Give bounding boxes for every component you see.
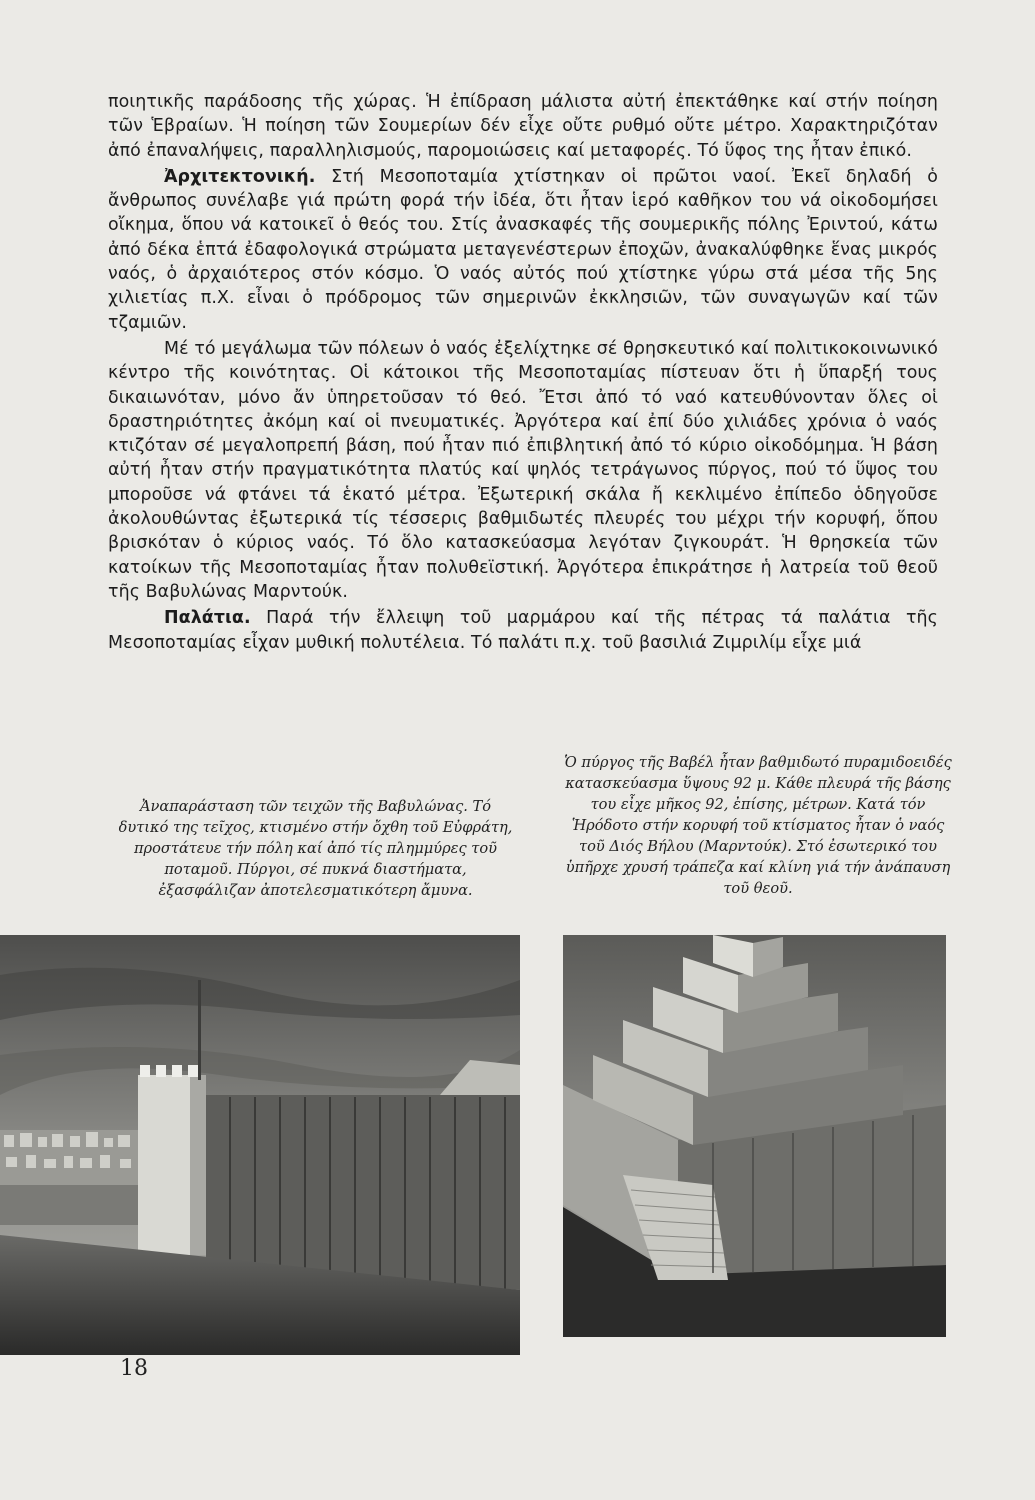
architecture-heading: Ἀρχιτεκτονική.: [164, 166, 316, 187]
page-number: 18: [120, 1356, 148, 1381]
architecture-text: Στή Μεσοποταμία χτίστηκαν οἱ πρῶτοι ναοί. Ἐκεῖ δηλαδή ὁ ἄνθρωπος συνέλαβε γιά πρώτη φορά τήν ἰδέα, ὅτι ἦταν ἱερό καθῆκον του νά οἰκοδομήσει οἴκημα, ὅπου νά κατοικεῖ ὁ θεός του. Στίς ἀνασκαφές τῆς σουμερικῆς πόλης Ἐριντού, κάτω ἀπό δέκα ἑπτά ἐδαφολογικά στρώματα μεταγενέστερων ἐποχῶν, ἀνακαλύφθηκε ἕνας μικρός ναός, ὁ ἀρχαιότερος στόν κόσμο. Ὁ ναός αὐτός πού χτίστηκε γύρω στά μέσα τῆς 5ης χιλιετίας π.Χ. εἶναι ὁ πρόδρομος τῶν σημερινῶν ἐκκλησιῶν, τῶν συναγωγῶν καί τῶν τζαμιῶν.: [108, 166, 938, 333]
tower-of-babel-photo: [563, 935, 946, 1337]
architecture-paragraph: [108, 165, 938, 335]
intro-paragraph: ποιητικῆς παράδοσης τῆς χώρας. Ἡ ἐπίδραση μάλιστα αὐτή ἐπεκτάθηκε καί στήν ποίηση τῶν Ἑβραίων. Ἡ ποίηση τῶν Σουμερίων δέν εἶχε οὔτε ρυθμό οὔτε μέτρο. Χαρακτηριζόταν ἀπό ἐπαναλήψεις, παραλληλισμούς, παρομοιώσεις καί μεταφορές. Τό ὕφος της ἦταν ἐπικό.: [108, 92, 938, 161]
babylon-walls-photo: [0, 935, 520, 1355]
tower-of-babel-illustration: [563, 935, 946, 1337]
main-text: [108, 90, 938, 655]
caption-tower-of-babel: Ὁ πύργος τῆς Βαβέλ ἦταν βαθμιδωτό πυραμιδοειδές κατασκεύασμα ὕψους 92 μ. Κάθε πλευρά τῆς βάσης του εἶχε μῆκος 92, ἐπίσης, μέτρων. Κατά τόν Ἡρόδοτο στήν κορυφή τοῦ κτίσματος ἦταν ὁ ναός τοῦ Διός Βήλου (Μαρντούκ). Στό ἐσωτερικό του ὑπῆρχε χρυσή τράπεζα καί κλίνη γιά τήν ἀνάπαυση τοῦ θεοῦ.: [564, 754, 952, 897]
temple-paragraph: Μέ τό μεγάλωμα τῶν πόλεων ὁ ναός ἐξελίχτηκε σέ θρησκευτικό καί πολιτικοκοινωνικό κέντρο τῆς κοινότητας. Οἱ κάτοικοι τῆς Μεσοποταμίας πίστευαν ὅτι ἡ ὕπαρξή τους δικαιωνόταν, μόνο ἄν ὑπηρετοῦσαν τό θεό. Ἔτσι ἀπό τό ναό κατευθύνονταν ὅλες οἱ δραστηριότητες ἀκόμη καί οἱ πνευματικές. Ἀργότερα καί ἐπί δύο χιλιάδες χρόνια ὁ ναός κτιζόταν σέ μεγαλοπρεπή βάση, πού ἦταν πιό ἐπιβλητική ἀπό τό κύριο οἰκοδόμημα. Ἡ βάση αὐτή ἦταν στήν πραγματικότητα πλατύς καί ψηλός τετράγωνος πύργος, πού τό ὕψος του μποροῦσε νά φτάνει τά ἑκατό μέτρα. Ἐξωτερική σκάλα ἤ κεκλιμένο ἐπίπεδο ὁδηγοῦσε ἀκολουθώντας ἐξωτερικά τίς τέσσερις βαθμιδωτές πλευρές του μέχρι τήν κορυφή, ὅπου βρισκόταν ὁ κύριος ναός. Τό ὅλο κατασκεύασμα λεγόταν ζιγκουράτ. Ἡ θρησκεία τῶν κατοίκων τῆς Μεσοποταμίας ἦταν πολυθεϊστική. Ἀργότερα ἐπικράτησε ἡ λατρεία τοῦ θεοῦ τῆς Βαβυλώνας Μαρντούκ.: [108, 338, 938, 602]
palaces-text: Παρά τήν ἔλλειψη τοῦ μαρμάρου καί τῆς πέτρας τά παλάτια τῆς Μεσοποταμίας εἶχαν μυθική πολυτέλεια. Τό παλάτι π.χ. τοῦ βασιλιά Ζιμριλίμ εἶχε μιά: [108, 608, 938, 653]
palaces-paragraph: [108, 606, 938, 655]
babylon-walls-illustration: [0, 935, 520, 1355]
caption-babylon-walls: Ἀναπαράσταση τῶν τειχῶν τῆς Βαβυλώνας. Τό δυτικό της τεῖχος, κτισμένο στήν ὄχθη τοῦ Εὐφράτη, προστάτευε τήν πόλη καί ἀπό τίς πλημμύρες τοῦ ποταμοῦ. Πύργοι, σέ πυκνά διαστήματα, ἐξασφάλιζαν ἀποτελεσματικότερη ἄμυνα.: [118, 798, 513, 899]
palaces-heading: Παλάτια.: [164, 608, 251, 629]
